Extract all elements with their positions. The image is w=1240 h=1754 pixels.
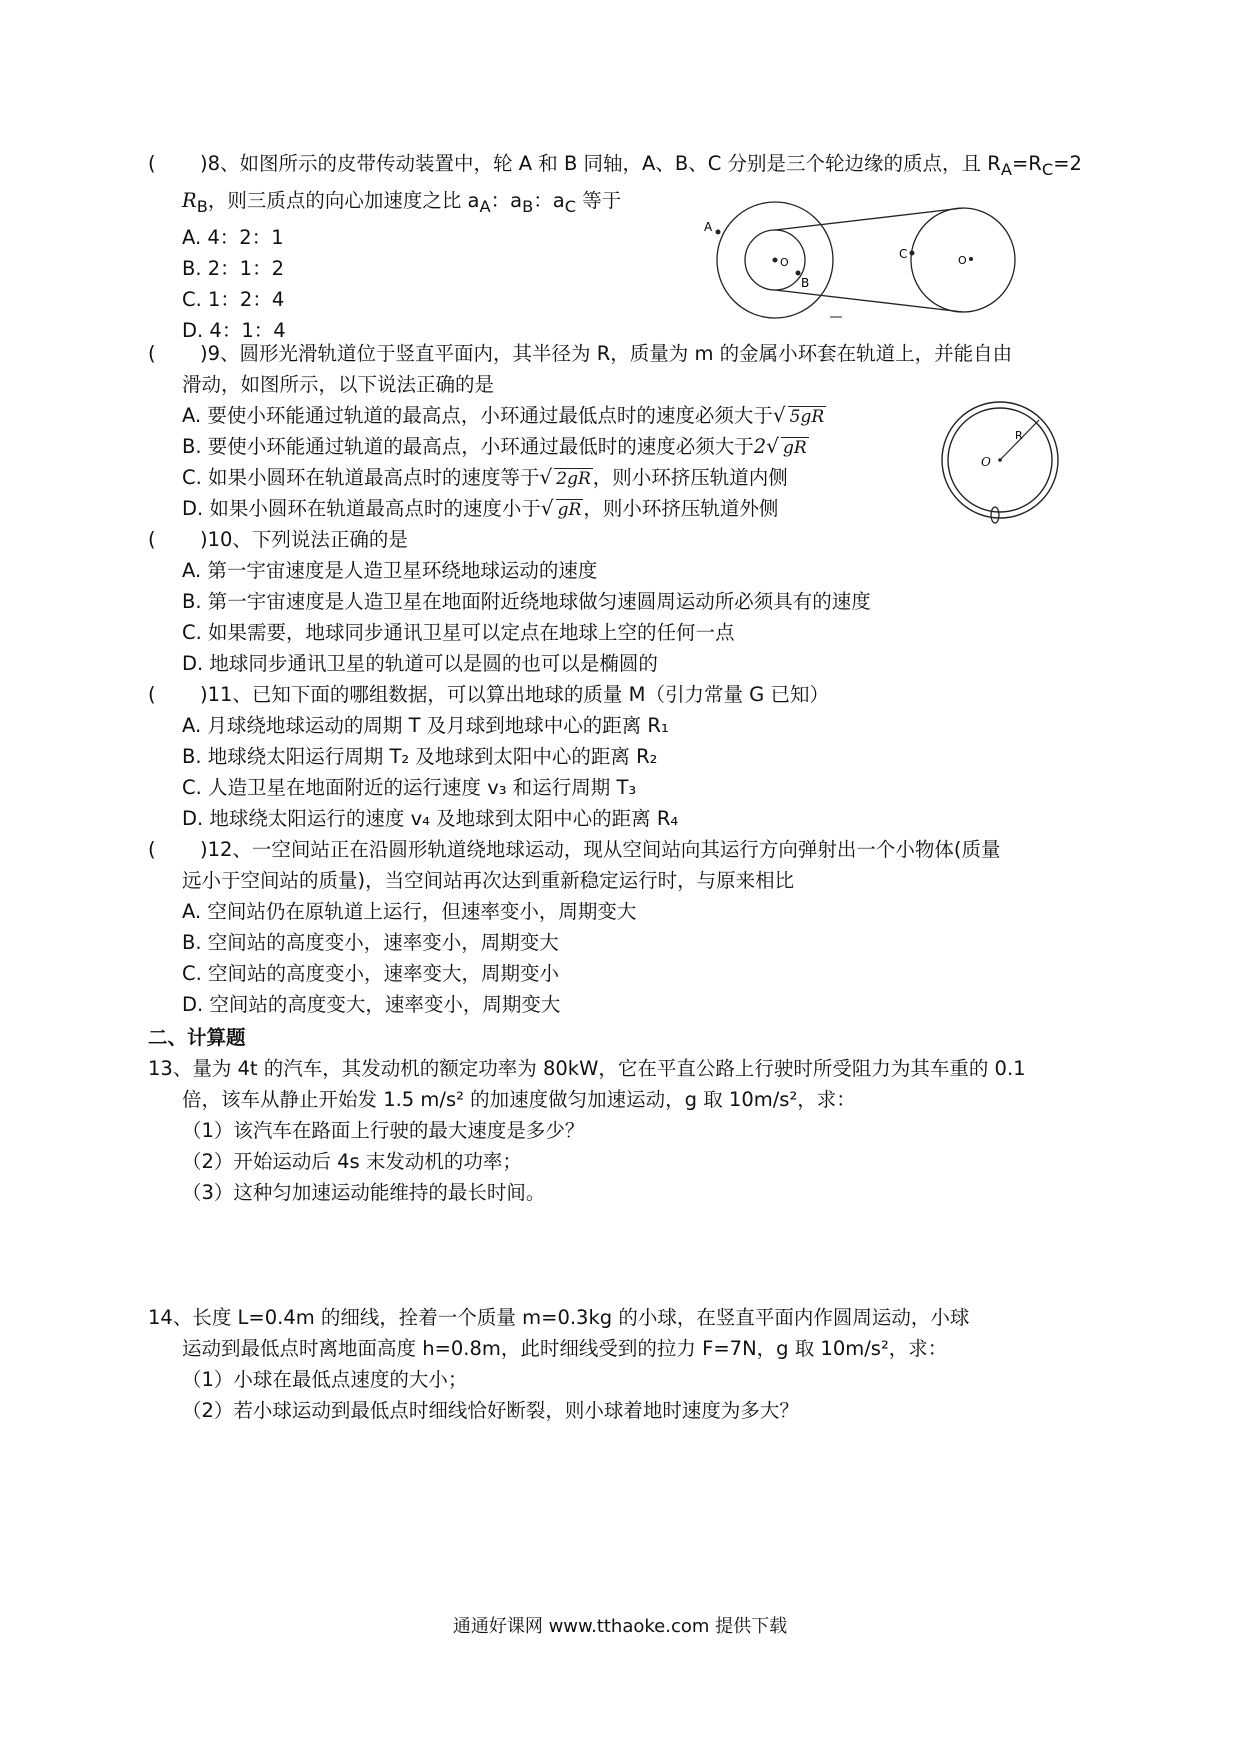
question-14 xyxy=(148,1302,1098,1426)
question-13 xyxy=(148,1053,1098,1208)
question-13-line-1: 13、量为 4t 的汽车，其发动机的额定功率为 80kW，它在平直公路上行驶时所受阻力为其车重的 0.1 xyxy=(148,1057,1026,1080)
sub-question-2: （2）开始运动后 4s 末发动机的功率； xyxy=(182,1150,522,1173)
question-9-stem: ( )9、圆形光滑轨道位于竖直平面内，其半径为 R，质量为 m 的金属小环套在轨道上，并能自由 xyxy=(148,342,1013,365)
option-c: C. 如果需要，地球同步通讯卫星可以定点在地球上空的任何一点 xyxy=(182,621,735,644)
question-13-line-2: 倍，该车从静止开始发 1.5 m/s² 的加速度做匀加速运动，g 取 10m/s²，求： xyxy=(182,1088,856,1111)
small-ring xyxy=(991,507,999,523)
label-o2: O xyxy=(958,254,967,267)
axle-o2 xyxy=(969,257,973,261)
sub-question-1: （1）该汽车在路面上行驶的最大速度是多少？ xyxy=(182,1119,585,1142)
belt-drive-figure xyxy=(700,195,1040,320)
option-a: A. 4：2：1 xyxy=(182,225,284,249)
option-b: B. 第一宇宙速度是人造卫星在地面附近绕地球做匀速圆周运动所必须具有的速度 xyxy=(182,590,871,613)
option-b: B. 地球绕太阳运行周期 T₂ 及地球到太阳中心的距离 R₂ xyxy=(182,745,658,768)
question-14-line-2: 运动到最低点时离地面高度 h=0.8m，此时细线受到的拉力 F=7N，g 取 10m/s²，求： xyxy=(182,1337,948,1360)
question-11-stem: ( )11、已知下面的哪组数据，可以算出地球的质量 M（引力常量 G 已知） xyxy=(148,683,829,706)
label-o1: O xyxy=(780,256,789,269)
point-a xyxy=(716,230,721,235)
option-c: C. 人造卫星在地面附近的运行速度 v₃ 和运行周期 T₃ xyxy=(182,776,637,799)
center-point xyxy=(998,458,1002,462)
belt-bottom xyxy=(775,290,963,312)
label-b: B xyxy=(801,276,810,290)
option-a: A. 要使小环能通过轨道的最高点，小环通过最低点时的速度必须大于√ 5gR xyxy=(182,403,825,427)
option-a: A. 第一宇宙速度是人造卫星环绕地球运动的速度 xyxy=(182,559,598,582)
sub-question-2: （2）若小球运动到最低点时细线恰好断裂，则小球着地时速度为多大？ xyxy=(182,1399,799,1422)
option-d: D. 如果小圆环在轨道最高点时的速度小于√ gR ，则小环挤压轨道外侧 xyxy=(182,496,779,520)
label-o: O xyxy=(981,455,991,469)
option-d: D. 地球绕太阳运行的速度 v₄ 及地球到太阳中心的距离 R₄ xyxy=(182,807,679,830)
option-a: A. 月球绕地球运动的周期 T 及月球到地球中心的距离 R₁ xyxy=(182,714,669,737)
question-8-stem-2: $R_B$，则三质点的向心加速度之比 $a_A$：$a_B$：$a_C$ 等于 xyxy=(182,188,622,216)
question-9-stem-2: 滑动，如图所示，以下说法正确的是 xyxy=(182,373,495,396)
question-12-stem-2: 远小于空间站的质量)，当空间站再次达到重新稳定运行时，与原来相比 xyxy=(182,869,795,892)
belt-top xyxy=(775,208,963,230)
question-12-stem: ( )12、一空间站正在沿圆形轨道绕地球运动，现从空间站向其运行方向弹射出一个小物体(质量 xyxy=(148,838,1001,861)
page-footer: 通通好课网 www.tthaoke.com 提供下载 xyxy=(452,1616,788,1637)
question-14-line-1: 14、长度 L=0.4m 的细线，拴着一个质量 m=0.3kg 的小球，在竖直平面内作圆周运动，小球 xyxy=(148,1306,970,1329)
question-10-stem: ( )10、下列说法正确的是 xyxy=(148,528,408,551)
point-b xyxy=(796,271,801,276)
option-c: C. 1：2：4 xyxy=(182,287,285,311)
question-8-stem: ( )8、如图所示的皮带传动装置中，轮 A 和 B 同轴，A、B、C 分别是三个轮边缘的质点，且 $R_A=R_C=2$ xyxy=(148,148,1098,185)
label-c: C xyxy=(899,247,908,261)
question-10 xyxy=(148,524,1098,679)
section-heading: 二、计算题 xyxy=(148,1026,246,1049)
option-a: A. 空间站仍在原轨道上运行，但速率变小，周期变大 xyxy=(182,900,637,923)
option-d: D. 地球同步通讯卫星的轨道可以是圆的也可以是椭圆的 xyxy=(182,652,658,675)
option-c: C. 空间站的高度变小，速率变大，周期变小 xyxy=(182,962,560,985)
option-d: D. 空间站的高度变大，速率变小，周期变大 xyxy=(182,993,561,1016)
sub-question-1: （1）小球在最低点速度的大小； xyxy=(182,1368,468,1391)
question-11 xyxy=(148,679,1098,834)
question-12 xyxy=(148,834,1098,1020)
option-b: B. 2：1：2 xyxy=(182,256,284,280)
axle-o1 xyxy=(773,258,778,263)
point-c xyxy=(910,251,915,256)
circular-track-figure xyxy=(935,398,1065,528)
label-a: A xyxy=(704,220,713,234)
label-r: R xyxy=(1015,429,1023,442)
option-c: C. 如果小圆环在轨道最高点时的速度等于√ 2gR ，则小环挤压轨道内侧 xyxy=(182,465,788,489)
answer-paren: ( xyxy=(148,152,156,175)
sub-question-3: （3）这种匀加速运动能维持的最长时间。 xyxy=(182,1181,546,1204)
option-b: B. 空间站的高度变小，速率变小，周期变大 xyxy=(182,931,559,954)
option-d: D. 4：1：4 xyxy=(182,318,286,342)
option-b: B. 要使小环能通过轨道的最高点，小环通过最低时的速度必须大于2√ gR xyxy=(182,434,807,458)
